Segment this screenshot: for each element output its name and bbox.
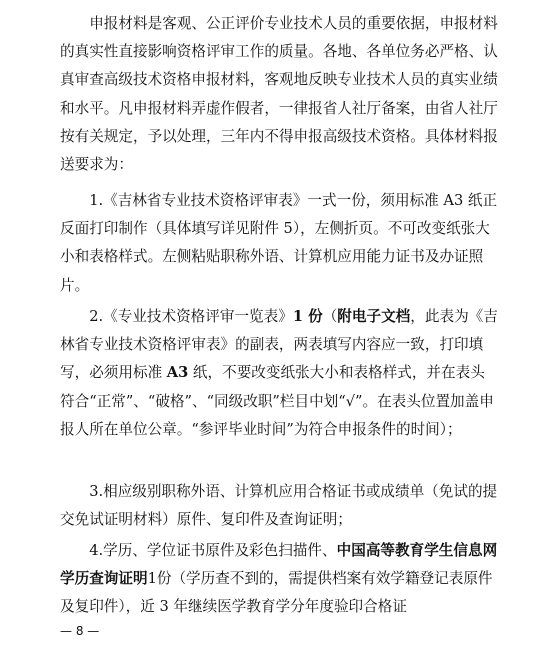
- item-4-intro: 4.学历、学位证书原件及彩色扫描件、: [89, 542, 337, 559]
- intro-paragraph: [60, 10, 498, 179]
- item-2-copies: 1 份: [292, 308, 323, 325]
- item-1-text: 1.《吉林省专业技术资格评审表》一式一份，须用标准 A3 纸正反面打印制作（具体填写详见附件 5），左侧折页。不可改变纸张大小和表格样式。左侧粘贴职称外语、计算机应用能力证书及办证照片。: [60, 192, 498, 294]
- item-4-paragraph: [60, 537, 498, 622]
- item-2-title: 2.《专业技术资格评审一览表》: [89, 308, 293, 325]
- intro-text: 申报材料是客观、公正评价专业技术人员的重要依据，申报材料的真实性直接影响资格评审工作的质量。各地、各单位务必严格、认真审查高级技术资格申报材料，客观地反映专业技术人员的真实业绩和水平。凡申报材料弄虚作假者，一律报省人社厅备案，由省人社厅按有关规定，予以处理，三年内不得申报高级技术资格。具体材料报送要求为：: [60, 15, 498, 174]
- item-2-paragraph: [60, 303, 498, 444]
- item-2-body: ，此表为《吉林省专业技术资格评审表》的副表，两表填写内容应一致，打印填写，必须用标准: [60, 308, 498, 382]
- page-number: — 8 —: [60, 624, 100, 638]
- item-2-paren: （: [322, 308, 338, 325]
- item-4-rest: 1份（学历查不到的，需提供档案有效学籍登记表原件及复印件），近 3 年继续医学教育学分年度验印合格证: [60, 570, 493, 616]
- item-3-text: 3.相应级别职称外语、计算机应用合格证书或成绩单（免试的提交免试证明材料）原件、复印件及查询证明；: [60, 483, 498, 529]
- item-2-rest: 纸，不要改变纸张大小和表格样式，并在表头符合“正常”、“破格”、“同级改职”栏目中划“√”。在表头位置加盖申报人所在单位公章。“参评毕业时间”为符合申报条件的时间）；: [60, 364, 494, 438]
- item-3-paragraph: [60, 478, 498, 534]
- item-2-electronic-doc: 附电子文档: [337, 308, 411, 325]
- item-2-paper-size: A3: [166, 364, 189, 382]
- item-1-paragraph: [60, 187, 498, 300]
- item-4-query-certificate: 中国高等教育学生信息网学历查询证明: [60, 542, 498, 588]
